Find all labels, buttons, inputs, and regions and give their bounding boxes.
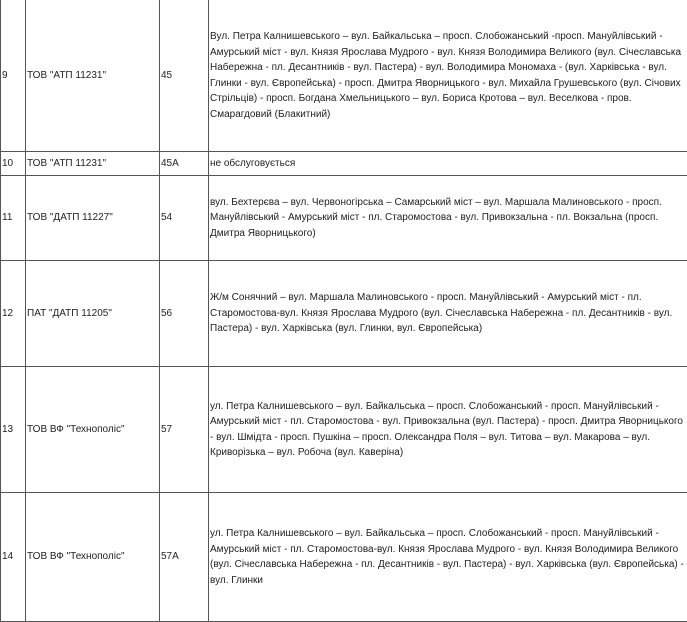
row-number-cell: 14 — [1, 493, 26, 622]
table-row — [1, 176, 687, 261]
route-streets-cell: не обслуговується — [209, 152, 687, 176]
route-number-cell: 45 — [160, 0, 209, 152]
carrier-cell: ТОВ "АТП 11231" — [26, 0, 160, 152]
row-number-cell: 12 — [1, 261, 26, 367]
row-number-cell: 9 — [1, 0, 26, 152]
route-number-cell: 54 — [160, 176, 209, 261]
route-streets-cell: Ж/м Сонячний – вул. Маршала Малиновського - просп. Мануйлівський - Амурський міст - пл. Старомостова-вул. Князя Ярослава Мудрого (вул. Січеславська Набережна - пл. Десантників - вул. Пастера) - вул. Харківська (вул. Глинки, вул. Європейська) — [209, 261, 687, 367]
route-streets-cell: ул. Петра Калнишевського – вул. Байкальська – просп. Слобожанський - просп. Мануйлівський - Амурський міст - пл. Старомостова-вул. Князя Ярослава Мудрого - вул. Князя Володимира Великого (вул. Січеславська Набережна - пл. Десантників - вул. Пастера) - вул. Харківська (вул. Європейська) - вул. Глинки — [209, 493, 687, 622]
row-number-cell: 10 — [1, 152, 26, 176]
route-number-cell: 57А — [160, 493, 209, 622]
row-number-cell: 11 — [1, 176, 26, 261]
table-row — [1, 0, 687, 152]
row-number-cell: 13 — [1, 367, 26, 493]
carrier-cell: ПАТ "ДАТП 11205" — [26, 261, 160, 367]
route-streets-cell: вул. Бехтерєва – вул. Червоногірська – Самарський міст – вул. Маршала Малиновського - просп. Мануйлівський - Амурський міст - пл. Старомостова - вул. Привокзальна - пл. Вокзальна (просп. Дмитра Яворницького) — [209, 176, 687, 261]
table-row — [1, 367, 687, 493]
table-row — [1, 261, 687, 367]
route-number-cell: 57 — [160, 367, 209, 493]
carrier-cell: ТОВ "АТП 11231" — [26, 152, 160, 176]
route-number-cell: 45А — [160, 152, 209, 176]
table-row — [1, 493, 687, 622]
route-streets-cell: Вул. Петра Калнишевського – вул. Байкальська – просп. Слобожанський -просп. Мануйлівський - Амурський міст - вул. Князя Ярослава Мудрого - вул. Князя Володимира Великого (вул. Січеславська Набережна - пл. Десантників - вул. Пастера) - вул. Володимира Мономаха - (вул. Харківська - вул. Глинки - вул. Європейська) - просп. Дмитра Яворницького - вул. Михайла Грушевського (вул. Січових Стрільців) - просп. Богдана Хмельницького – вул. Бориса Кротова – вул. Веселкова - пров. Смарагдовий (Блакитний) — [209, 0, 687, 152]
carrier-cell: ТОВ "ДАТП 11227" — [26, 176, 160, 261]
carrier-cell: ТОВ ВФ "Технополіс" — [26, 367, 160, 493]
carrier-cell: ТОВ ВФ "Технополіс" — [26, 493, 160, 622]
route-number-cell: 56 — [160, 261, 209, 367]
route-streets-cell: ул. Петра Калнишевського – вул. Байкальська – просп. Слобожанський - просп. Мануйлівський - Амурський міст - пл. Старомостова - вул. Привокзальна (вул. Пастера) - просп. Дмитра Яворницького - вул. Шмідта - просп. Пушкіна – просп. Олександра Поля – вул. Титова – вул. Макарова – вул. Криворізька – вул. Робоча (вул. Каверіна) — [209, 367, 687, 493]
table-row — [1, 152, 687, 176]
